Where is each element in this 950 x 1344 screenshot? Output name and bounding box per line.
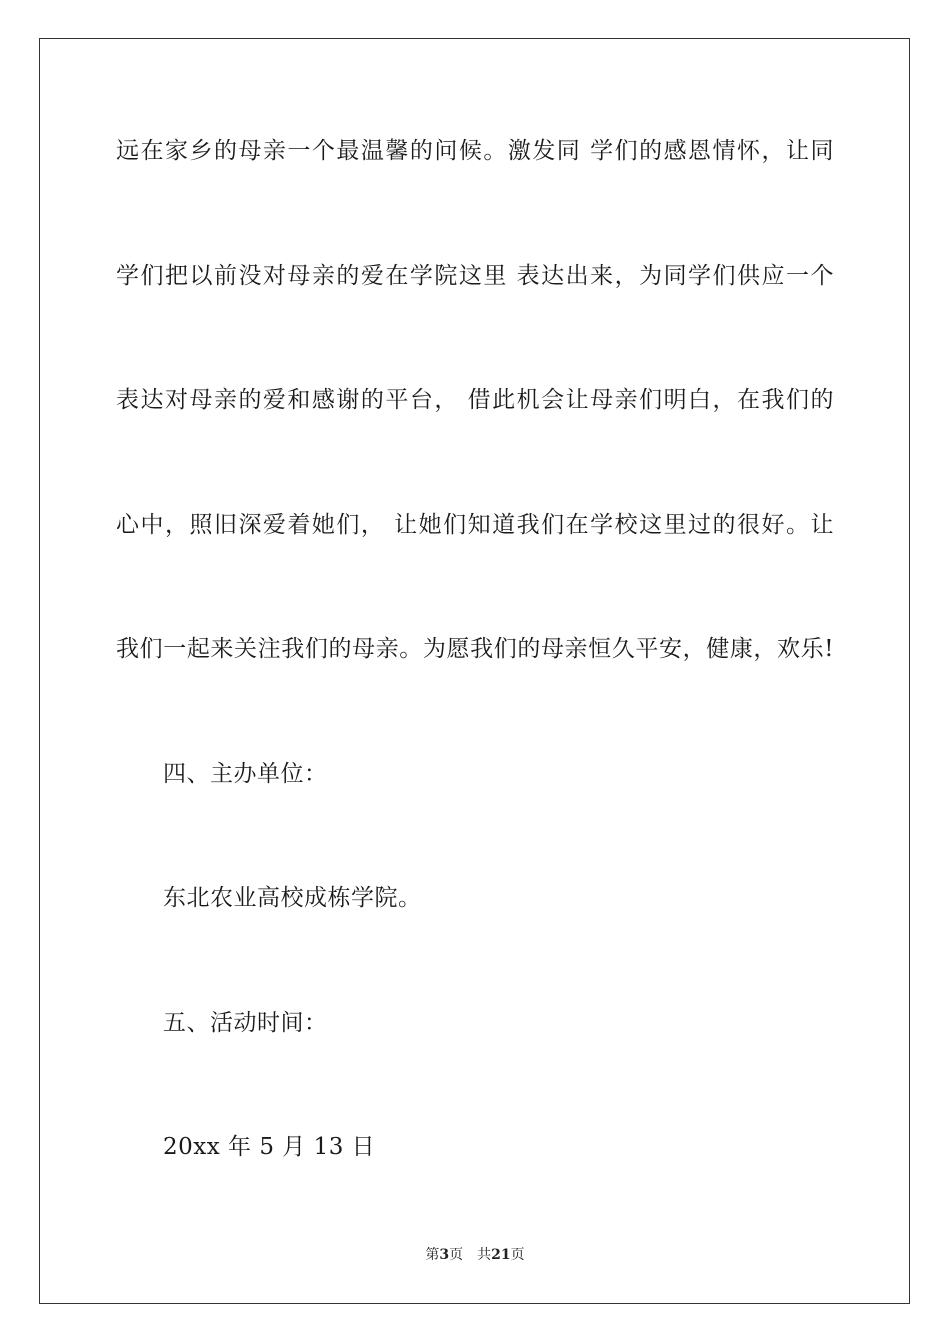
footer-total-pages: 21 [491,1247,511,1263]
page-border [39,38,910,1304]
paragraph-line-1: 远在家乡的母亲一个最温馨的问候。激发同 学们的感恩情怀，让同 [116,138,834,164]
event-date: 20xx 年 5 月 13 日 [163,1134,376,1160]
paragraph-line-3: 表达对母亲的爱和感谢的平台， 借此机会让母亲们明白，在我们的 [116,387,834,413]
footer-total-suffix: 页 [510,1247,525,1263]
footer-total-prefix: 共 [477,1247,492,1263]
footer-page-prefix: 第 [425,1247,440,1263]
page-footer [0,1246,950,1264]
section-heading-time: 五、活动时间： [163,1010,328,1036]
paragraph-line-4: 心中，照旧深爱着她们， 让她们知道我们在学校这里过的很好。让 [116,512,834,538]
paragraph-line-2: 学们把以前没对母亲的爱在学院这里 表达出来，为同学们供应一个 [116,263,834,289]
section-heading-organizer: 四、主办单位： [163,761,328,787]
footer-page-suffix: 页 [449,1247,464,1263]
organizer-name: 东北农业高校成栋学院。 [163,885,422,911]
paragraph-line-5: 我们一起来关注我们的母亲。为愿我们的母亲恒久平安，健康，欢乐! [116,636,834,662]
footer-page-number: 3 [439,1247,450,1263]
